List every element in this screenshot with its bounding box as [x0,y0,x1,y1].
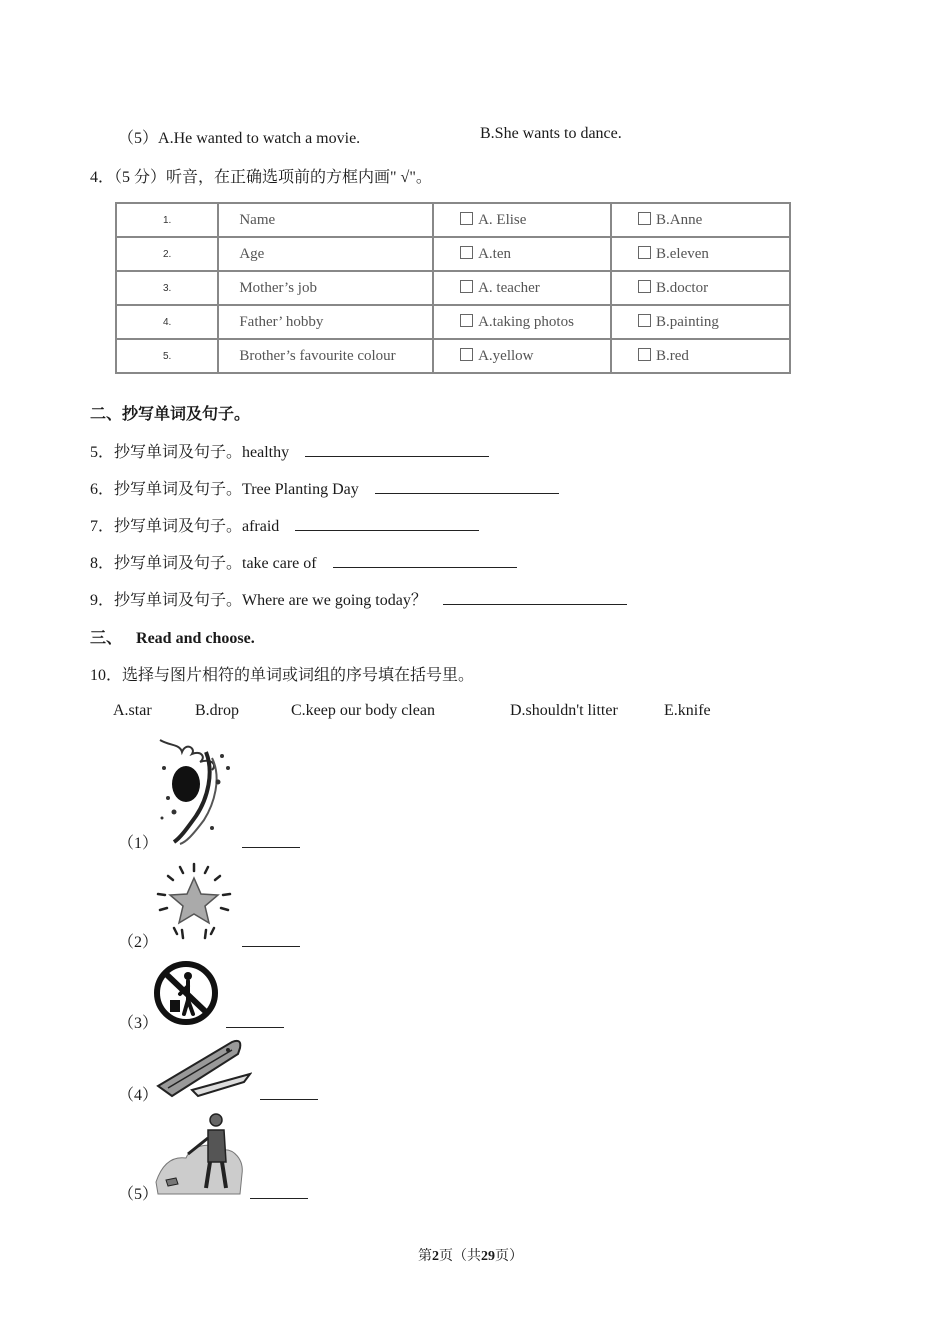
option-a-cell[interactable] [433,203,611,237]
item-3-label [118,1010,284,1033]
row-number: 1. [116,203,218,237]
checkbox[interactable] [638,280,651,293]
checkbox[interactable] [638,348,651,361]
option-a-text: A. teacher [478,279,540,296]
option-b: B.drop [195,702,239,719]
question-text: 7．抄写单词及句子。afraid [90,518,280,535]
option-e: E.knife [664,702,711,719]
copy-question-6 [90,476,559,499]
q4-title: 4．（5 分）听音，在正确选项前的方框内画" √"。 [90,169,432,186]
section-3-number: 三、 [90,630,123,647]
item-number: （4） [118,1087,159,1104]
answer-blank[interactable] [250,1197,308,1199]
option-a-text: A.yellow [478,347,534,364]
option-b-cell[interactable] [611,271,790,305]
section-2-title: 二、抄写单词及句子。 [90,406,251,423]
checkbox[interactable] [460,314,473,327]
answer-blank[interactable] [242,846,300,848]
option-c: C.keep our body clean [291,702,435,719]
section-3-text: Read and choose. [136,630,255,647]
option-b-text: B.painting [655,313,719,330]
copy-question-8 [90,550,517,573]
table-row [116,339,790,373]
option-b-cell[interactable] [611,339,790,373]
option-b-cell[interactable] [611,203,790,237]
row-number: 2. [116,237,218,271]
row-number: 5. [116,339,218,373]
footer-prefix: 第 [418,1249,432,1264]
item-4-label [118,1082,318,1105]
option-b-text: B.doctor [655,279,709,296]
footer-suffix: 页） [495,1249,523,1264]
row-number: 3. [116,271,218,305]
checkbox[interactable] [638,314,651,327]
question-text: 5．抄写单词及句子。healthy [90,444,290,461]
page-footer [418,1245,523,1265]
item-number: （2） [118,934,159,951]
checkbox[interactable] [638,212,651,225]
footer-mid: 页（共 [439,1249,481,1264]
option-b-text: B.red [655,347,689,364]
option-a-text: A. Elise [478,211,527,228]
option-a-text: A.ten [478,245,512,262]
question-text: 6．抄写单词及句子。Tree Planting Day [90,481,359,498]
option-b-text: B.Anne [655,211,703,228]
option-a-cell[interactable] [433,339,611,373]
row-item: Age [218,237,433,271]
row-item: Brother’s favourite colour [218,339,433,373]
option-d: D.shouldn't litter [510,702,618,719]
current-page: 2 [432,1249,439,1264]
answer-blank[interactable] [333,566,517,568]
q3-item5-option-b: B.She wants to dance. [480,125,622,142]
option-a-text: A.taking photos [478,313,574,330]
table-row [116,271,790,305]
row-item: Father’ hobby [218,305,433,339]
q3-item5-option-a: A.He wanted to watch a movie. [158,130,361,147]
checkbox[interactable] [460,280,473,293]
answer-blank[interactable] [295,529,479,531]
item-2-label [118,929,300,952]
option-b-cell[interactable] [611,305,790,339]
section-3-title [90,625,255,648]
q3-item5-num: （5） [118,130,159,147]
item-number: （5） [118,1186,159,1203]
copy-question-7 [90,513,479,536]
q3-item5-label [118,125,360,148]
table-row [116,305,790,339]
row-number: 4. [116,305,218,339]
answer-blank[interactable] [305,455,489,457]
answer-blank[interactable] [375,492,559,494]
checkbox[interactable] [460,212,473,225]
answer-blank[interactable] [226,1026,284,1028]
table-row [116,203,790,237]
option-b-cell[interactable] [611,237,790,271]
option-a-cell[interactable] [433,237,611,271]
question-text: 9．抄写单词及句子。Where are we going today？ [90,592,427,609]
checkbox[interactable] [460,348,473,361]
q4-table [115,202,791,374]
checkbox[interactable] [460,246,473,259]
answer-blank[interactable] [443,603,627,605]
row-item: Name [218,203,433,237]
option-a: A.star [113,702,152,719]
item-number: （3） [118,1015,159,1032]
answer-blank[interactable] [242,945,300,947]
question-text: 8．抄写单词及句子。take care of [90,555,317,572]
option-a-cell[interactable] [433,271,611,305]
answer-blank[interactable] [260,1098,318,1100]
q10-title: 10．选择与图片相符的单词或词组的序号填在括号里。 [90,667,475,684]
copy-question-5 [90,439,489,462]
copy-question-9 [90,587,627,610]
checkbox[interactable] [638,246,651,259]
item-1-label [118,830,300,853]
option-a-cell[interactable] [433,305,611,339]
table-row [116,237,790,271]
option-b-text: B.eleven [655,245,709,262]
total-pages: 29 [481,1249,495,1264]
item-number: （1） [118,835,159,852]
item-5-label [118,1181,308,1204]
row-item: Mother’s job [218,271,433,305]
